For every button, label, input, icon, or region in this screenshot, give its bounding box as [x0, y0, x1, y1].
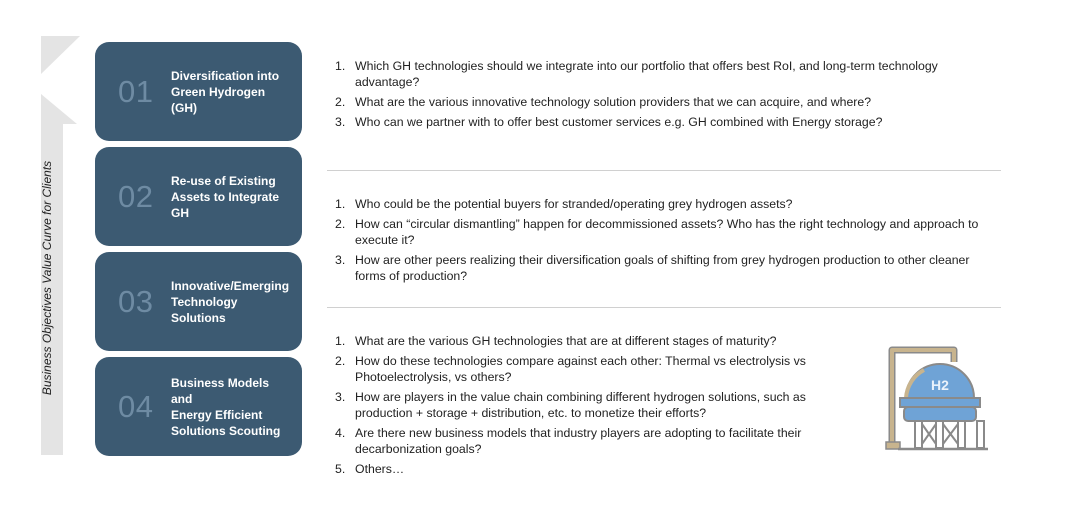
objective-card-4	[95, 357, 302, 456]
card-number: 04	[118, 388, 154, 424]
question-item: 3. How are other peers realizing their diversification goals of shifting from grey hydrogen production to other cleaner forms of production?	[335, 253, 970, 283]
question-item: 1. What are the various GH technologies that are at different stages of maturity?	[335, 334, 777, 348]
question-item: 3. Who can we partner with to offer best customer services e.g. GH combined with Energy storage?	[335, 115, 883, 129]
card-number: 03	[118, 283, 154, 319]
question-item: 4. Are there new business models that industry players are adopting to facilitate their decarbonization goals?	[335, 426, 802, 456]
value-curve-label: Business Objectives Value Curve for Clients	[40, 160, 54, 396]
card-number: 02	[118, 178, 154, 214]
card-title: Business Models and Energy Efficient Solutions Scouting	[171, 375, 281, 438]
question-list-2	[333, 196, 1001, 288]
card-title: Re-use of Existing Assets to Integrate GH	[171, 173, 280, 220]
card-title: Innovative/Emerging Technology Solutions	[171, 278, 290, 325]
hydrogen-tank-icon	[884, 344, 996, 454]
question-item: 1. Which GH technologies should we integrate into our portfolio that offers best RoI, and long-term technology advantage?	[335, 59, 938, 89]
section-divider	[327, 170, 1001, 171]
question-item: 5. Others…	[335, 462, 405, 476]
h2-label: H2	[931, 377, 949, 393]
card-title: Diversification into Green Hydrogen (GH)	[171, 68, 280, 115]
question-list-3	[333, 333, 818, 481]
question-item: 3. How are players in the value chain combining different hydrogen solutions, such as production + storage + distribution, etc. to monetize their efforts?	[335, 390, 806, 420]
question-item: 2. How do these technologies compare against each other: Thermal vs electrolysis vs Photoelectrolysis, vs others?	[335, 354, 806, 384]
question-item: 2. What are the various innovative technology solution providers that we can acquire, and where?	[335, 95, 872, 109]
objective-card-1	[95, 42, 302, 141]
card-number: 01	[118, 73, 154, 109]
question-item: 2. How can “circular dismantling” happen for decommissioned assets? Who has the right technology and approach to execute it?	[335, 217, 979, 247]
objective-card-3	[95, 252, 302, 351]
section-divider	[327, 307, 1001, 308]
question-list-1	[333, 58, 963, 134]
question-item: 1. Who could be the potential buyers for stranded/operating grey hydrogen assets?	[335, 197, 793, 211]
objective-card-2	[95, 147, 302, 246]
